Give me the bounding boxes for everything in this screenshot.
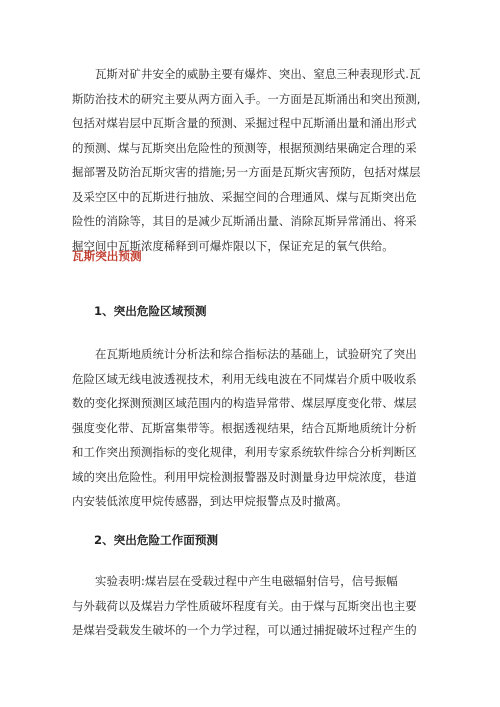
text-line: 与外载荷以及煤岩力学性质破坏程度有关。由于煤与瓦斯突出也主要 [72,598,417,613]
text-line: 危险区域无线电波透视技术，利用无线电波在不同煤岩介质中吸收系 [72,371,417,386]
subsection-heading-1: 1、突出危险区域预测 [94,304,207,318]
text-line: 的预测、煤与瓦斯突出危险性的预测等，根据预测结果确定合理的采 [72,140,417,155]
text-line: 包括对煤岩层中瓦斯含量的预测、采掘过程中瓦斯涌出量和涌出形式 [72,116,417,130]
text-line: 是煤岩受载发生破坏的一个力学过程，可以通过捕捉破坏过程产生的 [72,623,417,637]
text-line: 内安装低浓度甲烷传感器，到达甲烷报警点及时撤离。 [72,494,348,508]
subsection1-paragraph [72,342,432,514]
text-line: 及采空区中的瓦斯进行抽放、采掘空间的合理通风、煤与瓦斯突出危 [72,189,417,204]
text-line: 和工作突出预测指标的变化规律，利用专家系统软件综合分析判断区 [72,445,417,459]
text-line: 掘部署及防治瓦斯灾害的措施;另一方面是瓦斯灾害预防，包括对煤层 [72,165,421,179]
text-line: 实验表明:煤岩层在受载过程中产生电磁辐射信号，信号振幅 [95,574,398,588]
text-line: 掘空间中瓦斯浓度稀释到可爆炸限以下，保证充足的氧气供给。 [72,238,394,253]
intro-paragraph [72,62,432,258]
subsection-heading-2: 2、突出危险工作面预测 [94,533,219,547]
text-line: 瓦斯对矿井安全的威胁主要有爆炸、突出、窒息三种表现形式.瓦 [95,67,421,81]
subsection2-paragraph [72,569,432,643]
text-line: 在瓦斯地质统计分析法和综合指标法的基础上，试验研究了突出 [95,347,417,361]
text-line: 数的变化探测预测区域范围内的构造异常带、煤层厚度变化带、煤层 [72,396,417,410]
text-line: 域的突出危险性。利用甲烷检测报警器及时测量身边甲烷浓度，巷道 [72,469,417,484]
text-line: 强度变化带、瓦斯富集带等。根据透视结果，结合瓦斯地质统计分析 [72,420,417,435]
section-title: 瓦斯突出预测 [72,249,142,263]
text-line: 斯防治技术的研究主要从两方面入手。一方面是瓦斯涌出和突出预测, [72,91,421,106]
text-line: 险性的消除等，其目的是减少瓦斯涌出量、消除瓦斯异常涌出、将采 [72,214,417,228]
